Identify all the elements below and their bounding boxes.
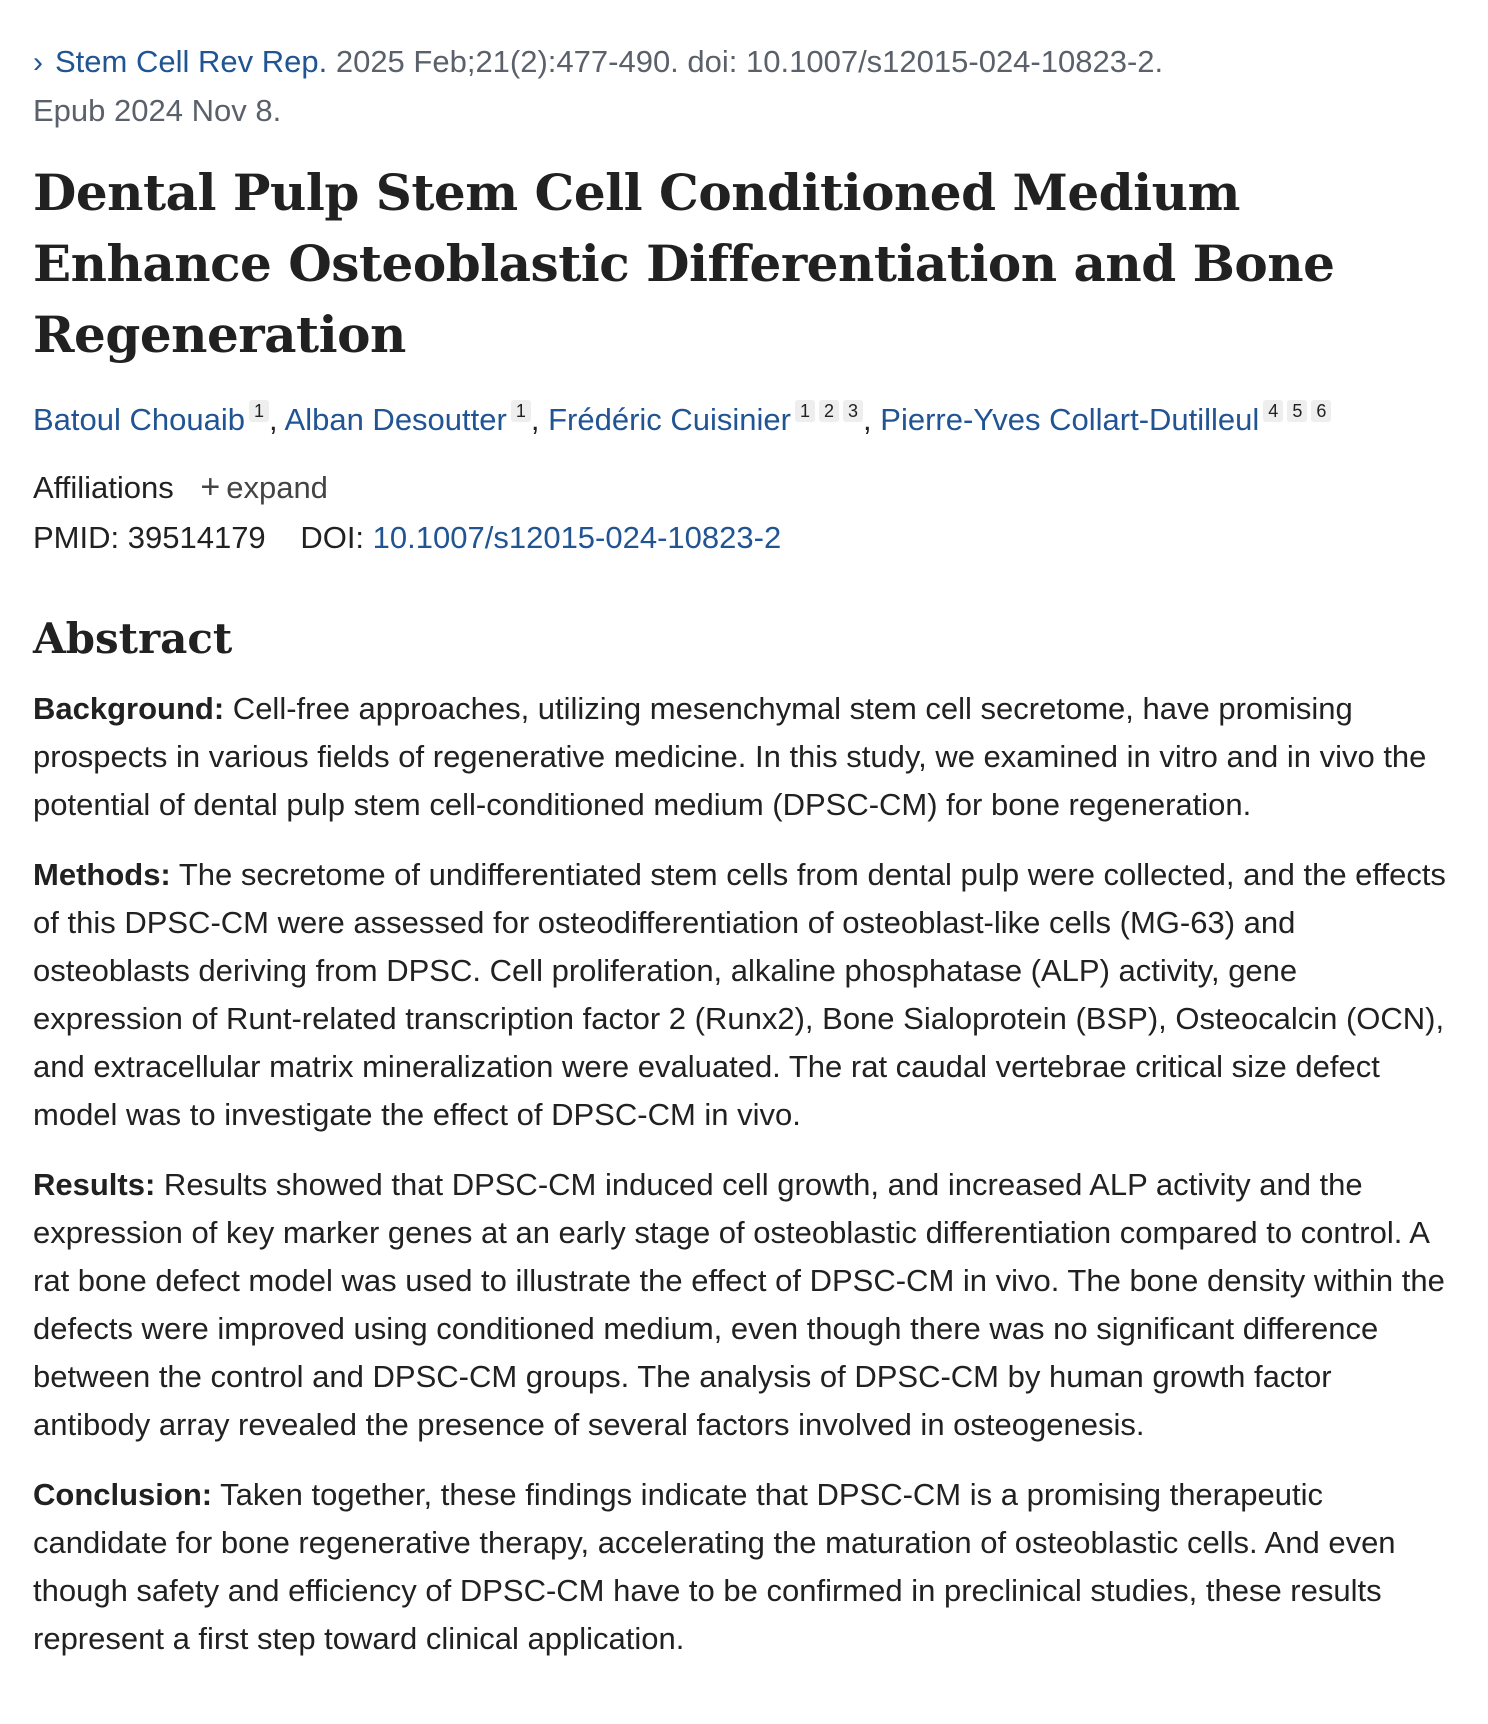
plus-icon: + bbox=[200, 468, 221, 506]
doi-link[interactable]: 10.1007/s12015-024-10823-2 bbox=[372, 520, 782, 555]
section-label: Conclusion: bbox=[33, 1477, 213, 1512]
section-text: Cell-free approaches, utilizing mesenchymal stem cell secretome, have promising prospects in various fields of regenerative medicine. In this study, we examined in vitro and in vivo the potential of dental pulp stem cell-conditioned medium (DPSC-CM) for bone regeneration. bbox=[33, 691, 1427, 822]
author-link[interactable]: Batoul Chouaib bbox=[33, 402, 245, 437]
section-text: The secretome of undifferentiated stem cells from dental pulp were collected, and the effects of this DPSC-CM were assessed for osteodifferentiation of osteoblast-like cells (MG-63) and osteoblasts deriving from DPSC. Cell proliferation, alkaline phosphatase (ALP) activity, gene expression of Runt-related transcription factor 2 (Runx2), Bone Sialoprotein (BSP), Osteocalcin (OCN), and extracellular matrix mineralization were evaluated. The rat caudal vertebrae critical size defect model was to investigate the effect of DPSC-CM in vivo. bbox=[33, 857, 1446, 1132]
affiliation-ref[interactable]: 2 bbox=[819, 400, 839, 422]
affiliation-ref[interactable]: 1 bbox=[249, 400, 269, 422]
chevron-right-icon[interactable]: › bbox=[33, 46, 43, 79]
affiliation-ref[interactable]: 3 bbox=[843, 400, 863, 422]
abstract-background bbox=[33, 685, 1455, 829]
abstract-results bbox=[33, 1161, 1455, 1449]
pmid-label: PMID: bbox=[33, 520, 120, 555]
identifiers bbox=[33, 513, 1455, 563]
pmid-value: 39514179 bbox=[127, 520, 266, 555]
epub-date: Epub 2024 Nov 8. bbox=[33, 93, 282, 128]
author-link[interactable]: Pierre-Yves Collart-Dutilleul bbox=[880, 402, 1260, 437]
section-label: Background: bbox=[33, 691, 225, 726]
abstract-conclusion bbox=[33, 1471, 1455, 1663]
doi-label: DOI: bbox=[300, 520, 365, 555]
affiliation-ref[interactable]: 6 bbox=[1311, 400, 1331, 422]
author-list: Batoul Chouaib 1 , Alban Desoutter 1 , Frédéric Cuisinier 1 2 3 , Pierre-Yves Collart-Dutilleul 4 5 6 bbox=[33, 396, 1455, 444]
citation-details: 2025 Feb;21(2):477-490. doi: 10.1007/s12015-024-10823-2. bbox=[327, 44, 1164, 79]
expand-affiliations-button[interactable] bbox=[200, 470, 328, 505]
author-link[interactable]: Alban Desoutter bbox=[284, 402, 507, 437]
expand-label: expand bbox=[226, 470, 328, 505]
affiliation-ref[interactable]: 1 bbox=[795, 400, 815, 422]
author-link[interactable]: Frédéric Cuisinier bbox=[548, 402, 791, 437]
journal-link[interactable]: Stem Cell Rev Rep. bbox=[55, 44, 328, 79]
section-text: Taken together, these findings indicate that DPSC-CM is a promising therapeutic candidate for bone regenerative therapy, accelerating the maturation of osteoblastic cells. And even though safety and efficiency of DPSC-CM have to be confirmed in preclinical studies, these results represent a first step toward clinical application. bbox=[33, 1477, 1396, 1656]
abstract-heading: Abstract bbox=[33, 614, 233, 663]
affiliation-ref[interactable]: 4 bbox=[1263, 400, 1283, 422]
article-title: Dental Pulp Stem Cell Conditioned Medium Enhance Osteoblastic Differentiation and Bone Regeneration bbox=[33, 163, 1335, 364]
section-text: Results showed that DPSC-CM induced cell growth, and increased ALP activity and the expression of key marker genes at an early stage of osteoblastic differentiation compared to control. A rat bone defect model was used to illustrate the effect of DPSC-CM in vivo. The bone density within the defects were improved using conditioned medium, even though there was no significant difference between the control and DPSC-CM groups. The analysis of DPSC-CM by human growth factor antibody array revealed the presence of several factors involved in osteogenesis. bbox=[33, 1167, 1445, 1442]
affiliation-ref[interactable]: 1 bbox=[511, 400, 531, 422]
citation bbox=[33, 38, 1455, 135]
abstract-methods bbox=[33, 851, 1455, 1139]
section-label: Methods: bbox=[33, 857, 171, 892]
affiliations-label: Affiliations bbox=[33, 470, 174, 505]
affiliation-ref[interactable]: 5 bbox=[1287, 400, 1307, 422]
abstract-body bbox=[33, 685, 1455, 1663]
affiliations-row bbox=[33, 462, 1455, 513]
section-label: Results: bbox=[33, 1167, 156, 1202]
